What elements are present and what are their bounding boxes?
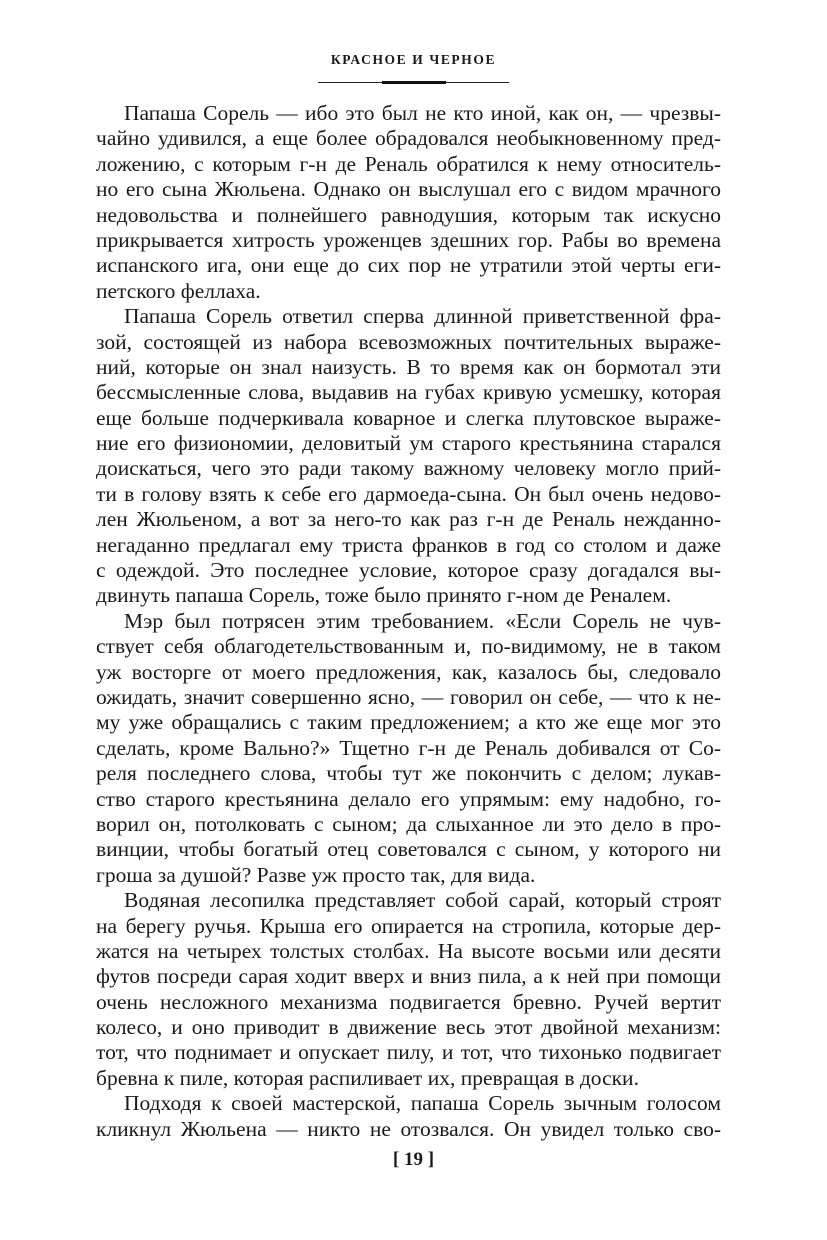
text-line: колесо, и оно приводит в движение весь этот двойной механизм: bbox=[96, 1015, 721, 1040]
text-line: Мэр был потрясен этим требованием. «Если Сорель не чув- bbox=[124, 608, 721, 633]
text-line: недовольства и полнейшего равнодушия, которым так искусно bbox=[96, 202, 721, 227]
text-line: ожидать, значит совершенно ясно, — говорил он себе, — что к не- bbox=[96, 684, 721, 709]
text-line: Водяная лесопилка представляет собой сарай, который строят bbox=[124, 888, 721, 913]
text-line: му уже обращались с таким предложением; а кто же еще мог это bbox=[96, 710, 721, 735]
text-line: чайно удивился, а еще более обрадовался необыкновенному пред- bbox=[96, 126, 721, 151]
text-line: очень несложного механизма подвигается бревно. Ручей вертит bbox=[96, 989, 721, 1014]
text-line: сделать, кроме Вально?» Тщетно г-н де Реналь добивался от Со- bbox=[96, 735, 721, 760]
text-line: двинуть папаша Сорель, тоже было принято г-ном де Реналем. bbox=[96, 583, 672, 608]
text-line: но его сына Жюльена. Однако он выслушал его с видом мрачного bbox=[96, 177, 721, 202]
text-line: кликнул Жюльена — никто не отозвался. Он увидел только сво- bbox=[96, 1116, 721, 1141]
text-line: на берегу ручья. Крыша его опирается на стропила, которые дер- bbox=[96, 913, 721, 938]
text-line: испанского ига, они еще до сих пор не утратили этой черты еги- bbox=[96, 253, 721, 278]
text-line: футов посреди сарая ходит вверх и вниз пила, а к ней при помощи bbox=[96, 964, 721, 989]
running-head-rule-accent bbox=[382, 81, 446, 84]
text-line: жатся на четырех толстых столбах. На высоте восьми или десяти bbox=[96, 938, 721, 963]
text-line: ние его физиономии, деловитый ум старого крестьянина старался bbox=[96, 431, 721, 456]
text-line: с одеждой. Это последнее условие, которое сразу догадался вы- bbox=[96, 558, 721, 583]
text-line: реля последнего слова, чтобы тут же покончить с делом; лукав- bbox=[96, 761, 721, 786]
text-line: ствует себя облагодетельствованным и, по-видимому, не в таком bbox=[96, 634, 721, 659]
text-line: ти в голову взять к себе его дармоеда-сына. Он был очень недово- bbox=[96, 481, 721, 506]
text-line: ворил он, потолковать с сыном; да слыханное ли это дело в про- bbox=[96, 811, 721, 836]
text-line: ство старого крестьянина делало его упрямым: ему надобно, го- bbox=[96, 786, 721, 811]
text-line: петского феллаха. bbox=[96, 278, 261, 303]
text-line: винции, чтобы богатый отец советовался с сыном, у которого ни bbox=[96, 837, 721, 862]
text-line: уж восторге от моего предложения, как, казалось бы, следовало bbox=[96, 659, 721, 684]
text-line: бессмысленные слова, выдавив на губах кривую усмешку, которая bbox=[96, 380, 721, 405]
text-line: еще больше подчеркивала коварное и слегка плутовское выраже- bbox=[96, 405, 721, 430]
text-line: ложению, с которым г-н де Реналь обратился к нему относитель- bbox=[96, 151, 721, 176]
page-number: [ 19 ] bbox=[392, 1149, 435, 1170]
text-line: негаданно предлагал ему триста франков в год со столом и даже bbox=[96, 532, 721, 557]
text-line: ний, которые он знал наизусть. В то время как он бормотал эти bbox=[96, 354, 721, 379]
text-line: зой, состоящей из набора всевозможных почтительных выраже- bbox=[96, 329, 721, 354]
text-line: Папаша Сорель ответил сперва длинной приветственной фра- bbox=[124, 304, 721, 329]
text-line: прикрывается хитрость уроженцев здешних гор. Рабы во времена bbox=[96, 227, 721, 252]
running-head: КРАСНОЕ И ЧЕРНОЕ bbox=[330, 52, 497, 67]
text-line: тот, что поднимает и опускает пилу, и тот, что тихонько подвигает bbox=[96, 1040, 721, 1065]
text-line: Папаша Сорель — ибо это был не кто иной, как он, — чрезвы- bbox=[124, 101, 721, 125]
text-line: лен Жюльеном, а вот за него-то как раз г-н де Реналь нежданно- bbox=[96, 507, 721, 532]
text-line: Подходя к своей мастерской, папаша Сорель зычным голосом bbox=[124, 1091, 721, 1116]
text-line: доискаться, чего это ради такому важному человеку могло прий- bbox=[96, 456, 721, 481]
body-text bbox=[96, 101, 721, 1142]
text-line: гроша за душой? Разве уж просто так, для вида. bbox=[96, 862, 536, 887]
text-line: бревна к пиле, которая распиливает их, превращая в доски. bbox=[96, 1065, 639, 1090]
